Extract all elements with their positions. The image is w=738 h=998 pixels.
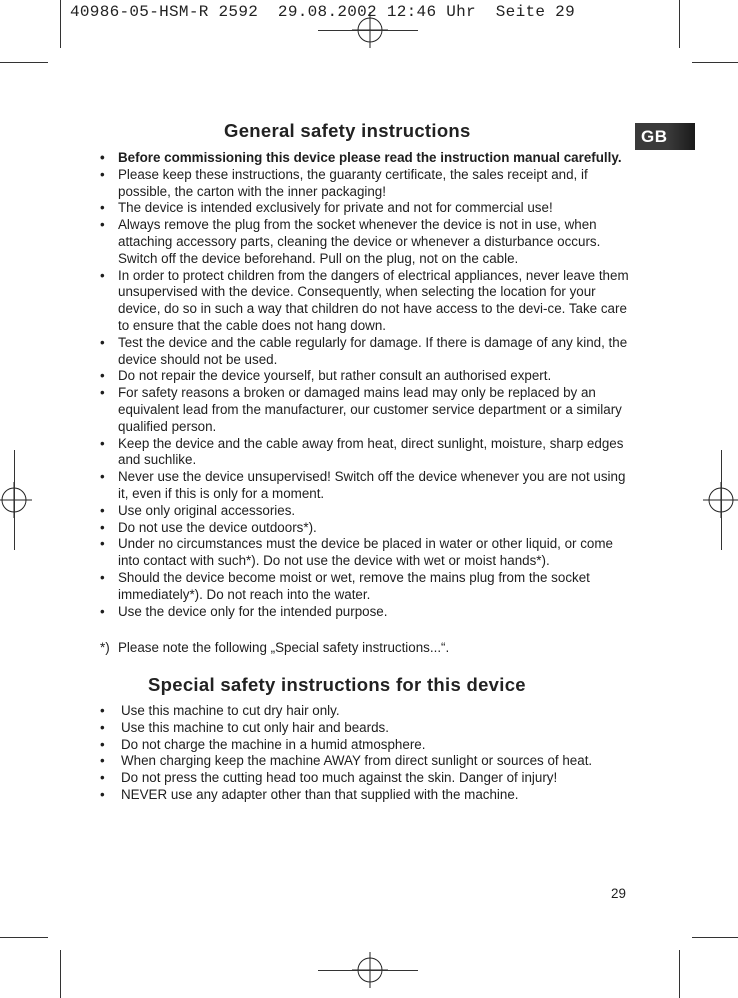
list-item: • Do not use the device outdoors*). — [100, 519, 317, 535]
general-safety-list — [98, 150, 632, 620]
bullet-icon: • — [100, 536, 105, 552]
bullet-icon: • — [100, 719, 105, 735]
crop-mark-top-right-h — [692, 62, 738, 63]
bullet-icon: • — [100, 703, 105, 718]
crop-mark-bottom-right-v — [679, 950, 680, 998]
list-item: • Always remove the plug from the socket whenever the device is not in use, when attaching accessory parts, cleaning the device or whenever a disturbance occurs. Switch off the device beforehand. Pull on the plug, not on the cable. — [100, 217, 601, 266]
bullet-icon: • — [100, 368, 105, 384]
list-item: • Before commissioning this device please read the instruction manual carefully. — [100, 150, 622, 165]
page-number: 29 — [611, 886, 626, 901]
bullet-icon: • — [100, 166, 105, 182]
list-item: • The device is intended exclusively for private and not for commercial use! — [100, 200, 553, 216]
crop-mark-top-left-h — [0, 62, 48, 63]
bullet-icon: • — [100, 217, 105, 233]
list-item: • Do not press the cutting head too much against the skin. Danger of injury! — [100, 770, 558, 786]
list-item: • Test the device and the cable regularly for damage. If there is damage of any kind, the device should not be used. — [100, 334, 628, 367]
bullet-icon: • — [100, 786, 105, 802]
footnote — [100, 640, 449, 657]
list-item: • NEVER use any adapter other than that supplied with the machine. — [100, 786, 519, 802]
registration-line-left — [14, 450, 15, 550]
list-item: • When charging keep the machine AWAY from direct sunlight or sources of heat. — [100, 753, 593, 769]
list-item: • Do not charge the machine in a humid atmosphere. — [100, 736, 426, 752]
bullet-icon: • — [100, 502, 105, 518]
list-item: • For safety reasons a broken or damaged mains lead may only be replaced by an equivalent lead from the manufacturer, our customer service department or a similary qualified person. — [100, 385, 622, 434]
list-item: • Use this machine to cut dry hair only. — [100, 703, 340, 718]
registration-line-top — [318, 30, 418, 31]
list-item: • Keep the device and the cable away from heat, direct sunlight, moisture, sharp edges and suchlike. — [100, 435, 624, 468]
list-item: • Do not repair the device yourself, but rather consult an authorised expert. — [100, 368, 552, 384]
bullet-icon: • — [100, 200, 105, 216]
crop-mark-top-left-v — [60, 0, 61, 48]
special-safety-title: Special safety instructions for this device — [148, 674, 526, 695]
general-safety-title: General safety instructions — [224, 120, 471, 141]
bullet-icon: • — [100, 603, 105, 619]
print-slug: 40986-05-HSM-R 2592 29.08.2002 12:46 Uhr Seite 29 — [70, 3, 575, 21]
list-item: • Please keep these instructions, the guaranty certificate, the sales receipt and, if possible, the carton with the inner packaging! — [100, 166, 588, 199]
registration-line-bottom — [318, 970, 418, 971]
crop-mark-bottom-left-v — [60, 950, 61, 998]
bullet-icon: • — [100, 569, 105, 585]
list-item: • In order to protect children from the dangers of electrical appliances, never leave them unsupervised with the device. Consequently, when selecting the location for your device, do so in such a way that children do not have access to the devi-ce. Take care to ensure that the cable does not hang down. — [100, 267, 629, 333]
list-item: • Under no circumstances must the device be placed in water or other liquid, or come into contact with such*). Do not use the device with wet or moist hands*). — [100, 536, 613, 569]
crop-mark-bottom-left-h — [0, 937, 48, 938]
crop-mark-bottom-right-h — [692, 937, 738, 938]
bullet-icon: • — [100, 519, 105, 535]
list-item: • Should the device become moist or wet, remove the mains plug from the socket immediately*). Do not reach into the water. — [100, 569, 590, 602]
bullet-icon: • — [100, 469, 105, 485]
crop-mark-top-right-v — [679, 0, 680, 48]
footnote-text: Please note the following „Special safety instructions...“. — [118, 640, 450, 655]
special-safety-list — [98, 703, 632, 804]
language-badge: GB — [635, 123, 695, 150]
bullet-icon: • — [100, 770, 105, 786]
bullet-icon: • — [100, 334, 105, 350]
footnote-mark: *) — [100, 640, 110, 655]
bullet-icon: • — [100, 736, 105, 752]
list-item: • Use the device only for the intended purpose. — [100, 603, 388, 619]
bullet-icon: • — [100, 267, 105, 283]
list-item: • Use only original accessories. — [100, 502, 296, 518]
bullet-icon: • — [100, 385, 105, 401]
registration-mark-left-icon — [0, 482, 32, 518]
list-item: • Never use the device unsupervised! Switch off the device whenever you are not using it, even if this is only for a moment. — [100, 469, 626, 501]
registration-line-right — [721, 450, 722, 550]
bullet-icon: • — [100, 753, 105, 769]
list-item: • Use this machine to cut only hair and beards. — [100, 719, 389, 735]
bullet-icon: • — [100, 435, 105, 451]
bullet-icon: • — [100, 150, 105, 165]
